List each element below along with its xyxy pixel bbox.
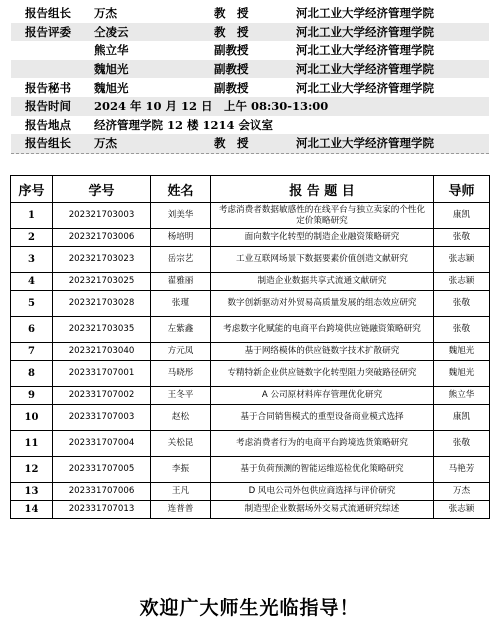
- info-title: 教 授: [214, 24, 249, 39]
- cell-name: 刘美华: [151, 203, 211, 229]
- cell-no: 3: [11, 247, 53, 273]
- cell-name: 马晓彤: [151, 361, 211, 387]
- cell-id: 202331707003: [53, 405, 151, 431]
- info-row-secretary: [11, 78, 489, 97]
- cell-id: 202331707001: [53, 361, 151, 387]
- info-title: 教 授: [214, 136, 249, 151]
- cell-no: 11: [11, 431, 53, 457]
- table-row: [11, 431, 490, 457]
- cell-no: 8: [11, 361, 53, 387]
- cell-advisor: 张志颖: [434, 247, 490, 273]
- cell-name: 翟雅丽: [151, 273, 211, 291]
- info-row-location: [11, 116, 489, 135]
- info-row-judge-1: [11, 23, 489, 42]
- table-row: [11, 317, 490, 343]
- cell-no: 13: [11, 483, 53, 501]
- cell-advisor: 魏旭光: [434, 361, 490, 387]
- info-org: 河北工业大学经济管理学院: [296, 62, 434, 77]
- info-row-leader: [11, 4, 489, 23]
- cell-topic: 基于合同销售模式的重型设备商业模式选择: [211, 405, 434, 431]
- report-info-block: [11, 4, 489, 154]
- cell-id: 202331707004: [53, 431, 151, 457]
- info-label: 报告秘书: [25, 80, 71, 95]
- cell-advisor: 张敬: [434, 317, 490, 343]
- cell-no: 5: [11, 291, 53, 317]
- info-name: 魏旭光: [94, 80, 129, 95]
- info-row-leader-repeat: [11, 134, 489, 154]
- cell-topic: A 公司原材料库存管理优化研究: [211, 387, 434, 405]
- info-time-value: 2024 年 10 月 12 日 上午 08:30-13:00: [94, 99, 329, 114]
- table-row: [11, 229, 490, 247]
- cell-id: 202331707002: [53, 387, 151, 405]
- cell-topic: 考虑数字化赋能的电商平台跨境供应链融资策略研究: [211, 317, 434, 343]
- cell-no: 12: [11, 457, 53, 483]
- info-name: 熊立华: [94, 43, 129, 58]
- cell-no: 14: [11, 501, 53, 519]
- info-org: 河北工业大学经济管理学院: [296, 6, 434, 21]
- cell-name: 张瑾: [151, 291, 211, 317]
- cell-topic: 专精特新企业供应链数字化转型阻力突破路径研究: [211, 361, 434, 387]
- cell-advisor: 张敬: [434, 229, 490, 247]
- cell-name: 连普普: [151, 501, 211, 519]
- cell-topic: 基于网络模体的供应链数字技术扩散研究: [211, 343, 434, 361]
- cell-advisor: 张敬: [434, 291, 490, 317]
- header-id: 学号: [53, 176, 151, 203]
- info-row-judge-3: [11, 60, 489, 79]
- cell-id: 202321703023: [53, 247, 151, 273]
- table-row: [11, 405, 490, 431]
- info-title: 副教授: [214, 80, 249, 95]
- table-row: [11, 343, 490, 361]
- info-title: 教 授: [214, 6, 249, 21]
- cell-name: 关松昆: [151, 431, 211, 457]
- cell-name: 左紫鑫: [151, 317, 211, 343]
- info-label: 报告组长: [25, 6, 71, 21]
- header-name: 姓名: [151, 176, 211, 203]
- cell-topic: 数字创新驱动对外贸易高质量发展的组态效应研究: [211, 291, 434, 317]
- table-row: [11, 273, 490, 291]
- info-name: 魏旭光: [94, 62, 129, 77]
- cell-name: 方元凤: [151, 343, 211, 361]
- cell-name: 岳宗艺: [151, 247, 211, 273]
- cell-id: 202321703025: [53, 273, 151, 291]
- cell-advisor: 马艳芳: [434, 457, 490, 483]
- info-location-value: 经济管理学院 12 楼 1214 会议室: [94, 117, 274, 132]
- cell-id: 202331707013: [53, 501, 151, 519]
- cell-advisor: 万杰: [434, 483, 490, 501]
- cell-topic: 基于负荷预测的智能运维巡检优化策略研究: [211, 457, 434, 483]
- cell-no: 7: [11, 343, 53, 361]
- table-row: [11, 291, 490, 317]
- cell-id: 202331707005: [53, 457, 151, 483]
- header-advisor: 导师: [434, 176, 490, 203]
- cell-advisor: 张志颖: [434, 501, 490, 519]
- info-label: 报告评委: [25, 24, 71, 39]
- info-title: 副教授: [214, 43, 249, 58]
- cell-topic: 面向数字化转型的制造企业融资策略研究: [211, 229, 434, 247]
- cell-advisor: 康凯: [434, 203, 490, 229]
- cell-id: 202331707006: [53, 483, 151, 501]
- cell-id: 202321703003: [53, 203, 151, 229]
- cell-no: 2: [11, 229, 53, 247]
- table-row: [11, 483, 490, 501]
- cell-no: 1: [11, 203, 53, 229]
- cell-id: 202321703035: [53, 317, 151, 343]
- info-org: 河北工业大学经济管理学院: [296, 43, 434, 58]
- cell-topic: 工业互联网场景下数据要素价值创造文献研究: [211, 247, 434, 273]
- welcome-footer: 欢迎广大师生光临指导！: [139, 597, 360, 619]
- cell-topic: 制造型企业数据场外交易式流通研究综述: [211, 501, 434, 519]
- table-row: [11, 501, 490, 519]
- info-name: 万杰: [94, 6, 117, 21]
- cell-no: 9: [11, 387, 53, 405]
- info-org: 河北工业大学经济管理学院: [296, 24, 434, 39]
- cell-advisor: 康凯: [434, 405, 490, 431]
- cell-advisor: 张志颖: [434, 273, 490, 291]
- cell-no: 10: [11, 405, 53, 431]
- cell-name: 王凡: [151, 483, 211, 501]
- cell-topic: 考虑消费者行为的电商平台跨境选货策略研究: [211, 431, 434, 457]
- cell-id: 202321703006: [53, 229, 151, 247]
- cell-name: 杨培明: [151, 229, 211, 247]
- header-no: 序号: [11, 176, 53, 203]
- info-label: 报告地点: [25, 117, 71, 132]
- cell-advisor: 魏旭光: [434, 343, 490, 361]
- info-name: 万杰: [94, 136, 117, 151]
- cell-topic: 制造企业数据共享式流通文献研究: [211, 273, 434, 291]
- table-header-row: [11, 176, 490, 203]
- info-row-time: [11, 97, 489, 116]
- table-row: [11, 387, 490, 405]
- info-label: 报告时间: [25, 99, 71, 114]
- info-name: 仝凌云: [94, 24, 129, 39]
- cell-advisor: 熊立华: [434, 387, 490, 405]
- cell-advisor: 张敬: [434, 431, 490, 457]
- info-row-judge-2: [11, 41, 489, 60]
- cell-topic: D 风电公司外包供应商选择与评价研究: [211, 483, 434, 501]
- info-org: 河北工业大学经济管理学院: [296, 136, 434, 151]
- header-topic: 报 告 题 目: [211, 176, 434, 203]
- cell-name: 王冬平: [151, 387, 211, 405]
- cell-topic: 考虑消费者数据敏感性的在线平台与独立卖家的个性化定价策略研究: [211, 203, 434, 229]
- cell-no: 4: [11, 273, 53, 291]
- cell-name: 李振: [151, 457, 211, 483]
- table-row: [11, 361, 490, 387]
- cell-id: 202321703028: [53, 291, 151, 317]
- report-schedule-table: [10, 175, 490, 519]
- table-row: [11, 247, 490, 273]
- cell-id: 202321703040: [53, 343, 151, 361]
- cell-name: 赵松: [151, 405, 211, 431]
- table-row: [11, 203, 490, 229]
- cell-no: 6: [11, 317, 53, 343]
- table-row: [11, 457, 490, 483]
- info-title: 副教授: [214, 62, 249, 77]
- info-org: 河北工业大学经济管理学院: [296, 80, 434, 95]
- info-label: 报告组长: [25, 136, 71, 151]
